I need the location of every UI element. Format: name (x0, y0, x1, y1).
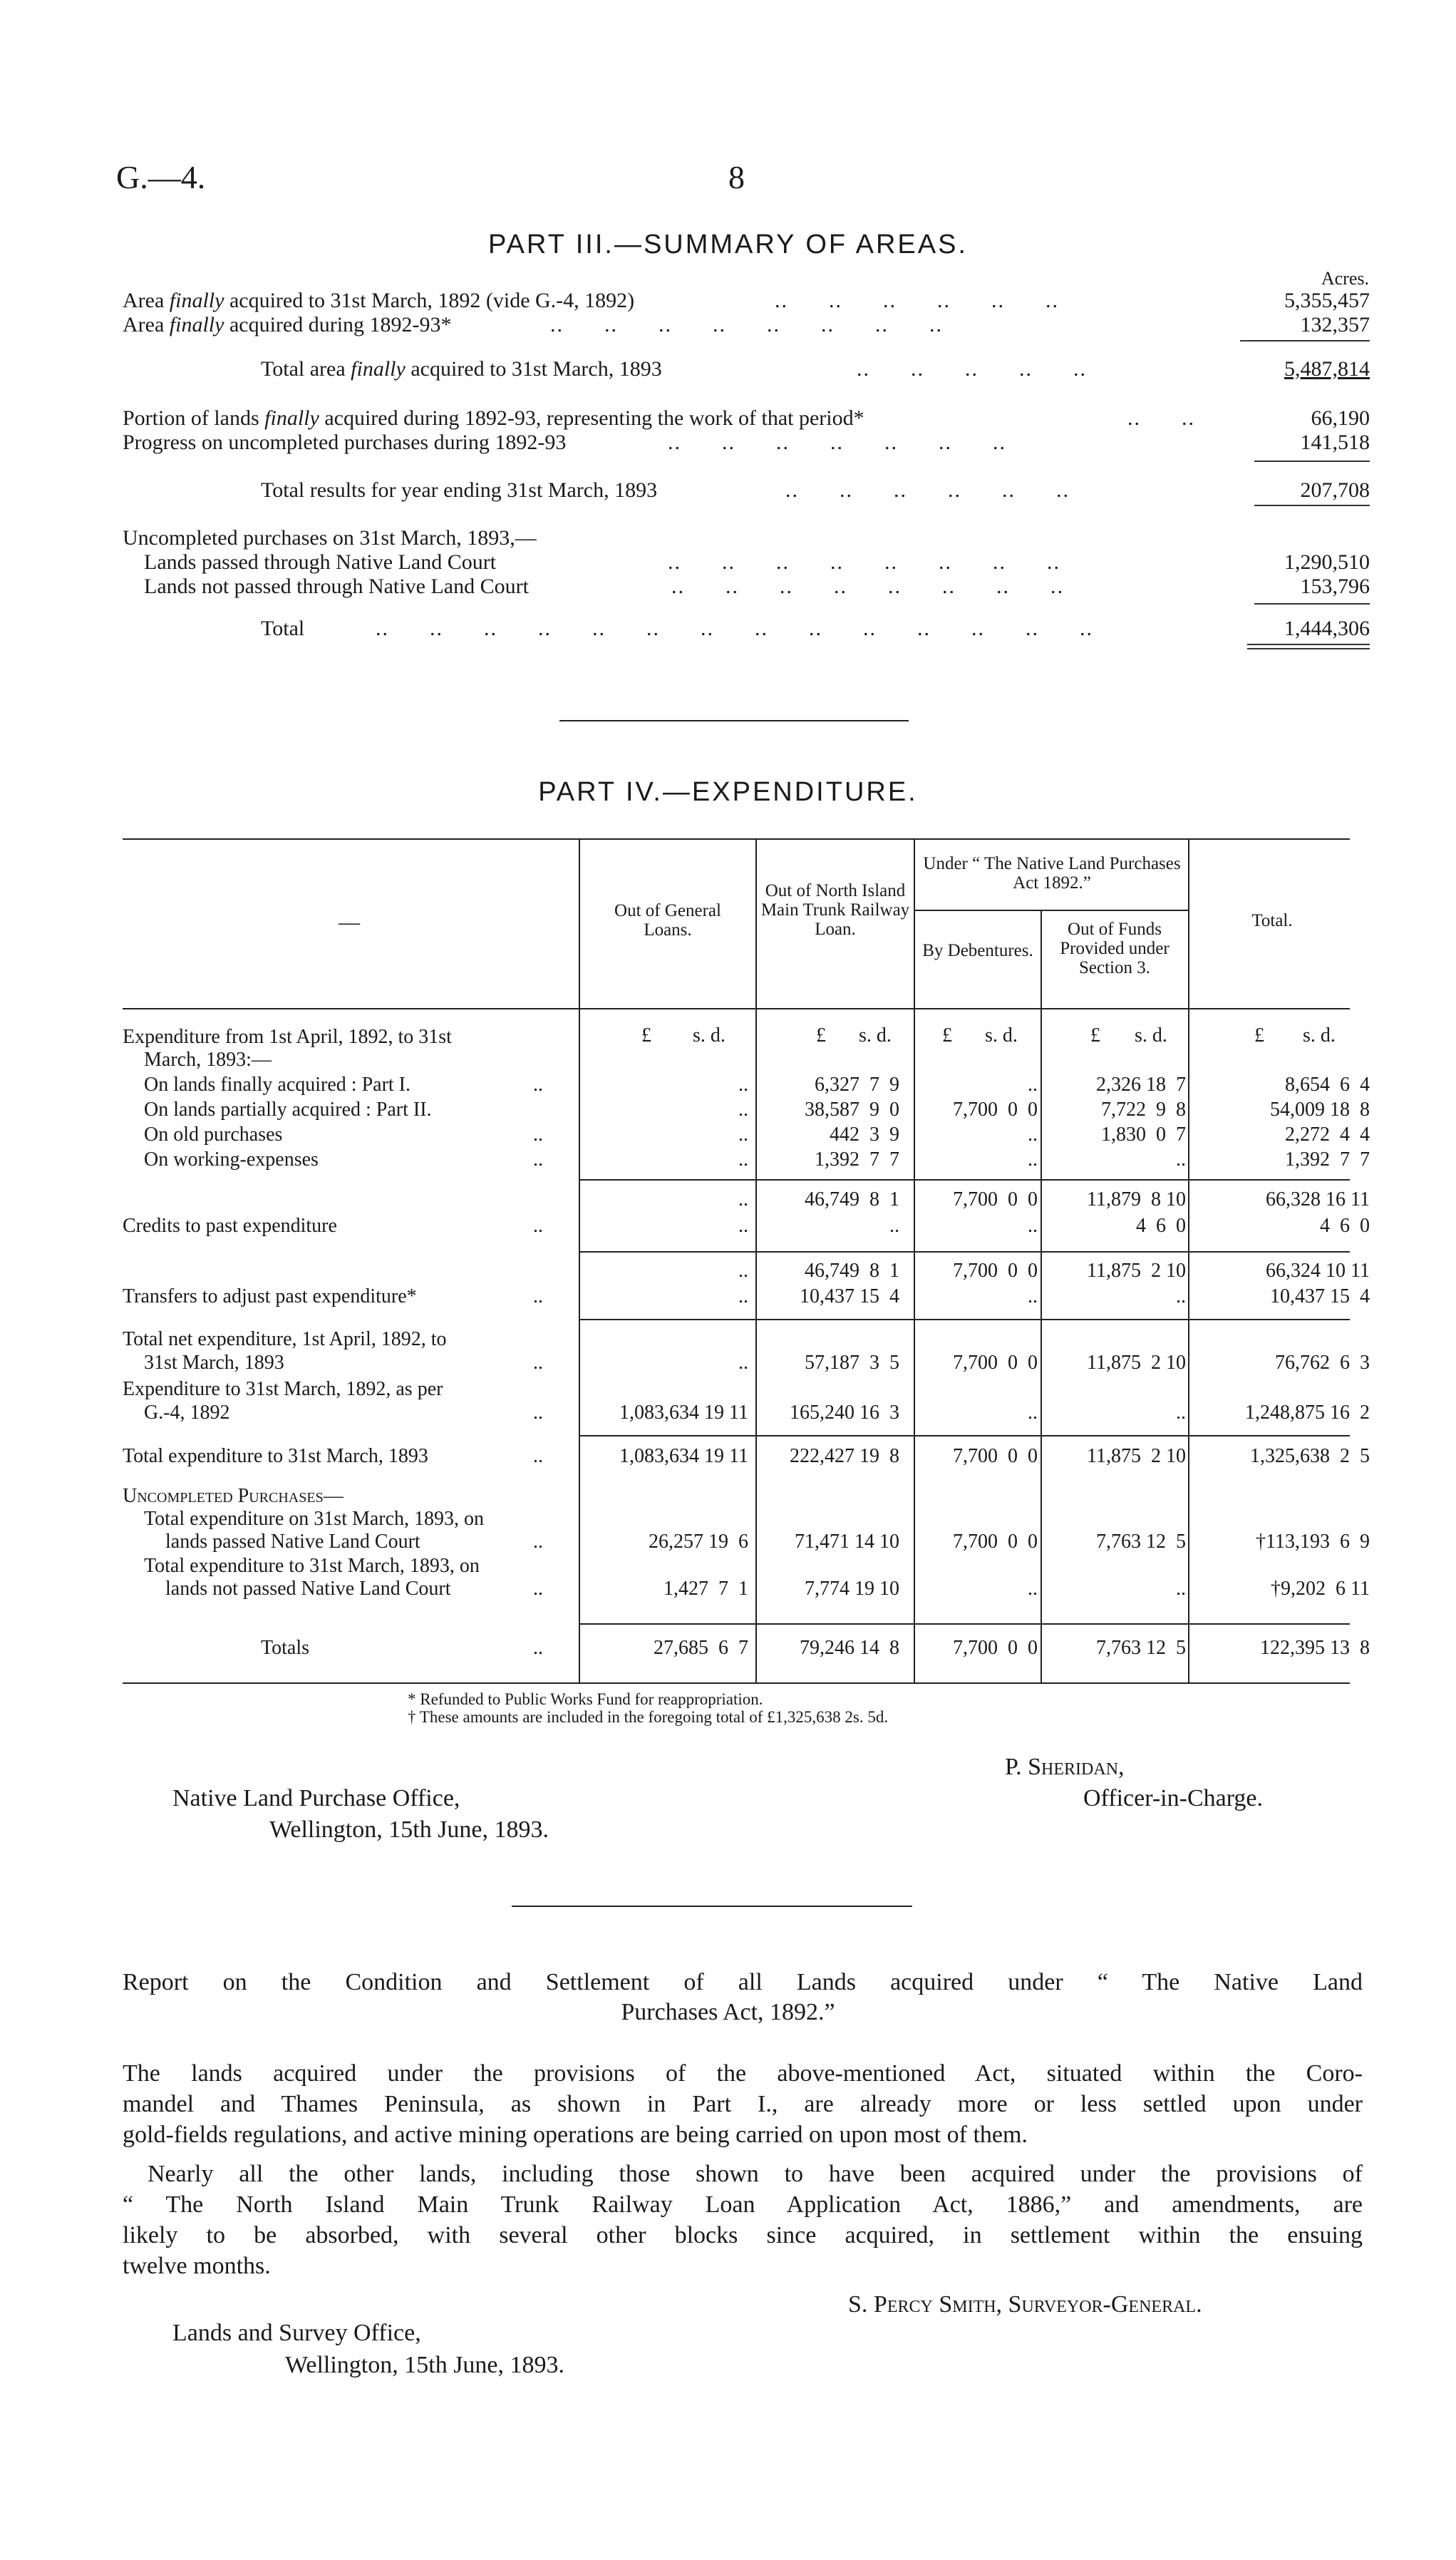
leader-dots: .. (533, 1637, 543, 1659)
cell-c2: 38,587 9 0 (805, 1099, 899, 1121)
unit-sd: s. d. (693, 1024, 726, 1047)
cell-c1: .. (738, 1188, 748, 1210)
acres-unit-label: Acres. (1321, 268, 1369, 289)
paragraph-line: likely to be absorbed, with several other blocks since acquired, in settlement within the ensuing (123, 2222, 1363, 2248)
cell-c4: 7,763 12 5 (1096, 1531, 1186, 1553)
section-divider (559, 720, 909, 721)
office-place-date: Wellington, 15th June, 1893. (269, 1816, 549, 1843)
row-label: Totals (261, 1637, 310, 1659)
cell-c3: 7,700 0 0 (953, 1099, 1038, 1121)
sum-rule (1240, 340, 1370, 341)
summary-line: Progress on uncompleted purchases during 1892-93 .. .. .. .. .. .. .. 141,518 (123, 431, 1370, 454)
cell-c2: 442 3 9 (830, 1124, 899, 1146)
header-section3: Out of Funds Provided under Section 3. (1060, 920, 1170, 977)
leader-dots: .. (533, 1124, 543, 1146)
row-label: Total expenditure to 31st March, 1893 (123, 1445, 428, 1467)
sum-rule (1254, 505, 1370, 506)
cell-c3: 7,700 0 0 (953, 1445, 1038, 1467)
cell-c2: 79,246 14 8 (800, 1637, 899, 1659)
cell-c3: .. (1028, 1148, 1038, 1171)
cell-c4: 1,830 0 7 (1101, 1124, 1186, 1146)
cell-c3: .. (1028, 1074, 1038, 1096)
cell-c5: †9,202 6 11 (1271, 1578, 1370, 1600)
cell-c2: 46,749 8 1 (805, 1260, 899, 1282)
header-railway-loan: Out of North Island Main Trunk Railway Loan. (760, 881, 910, 939)
row-label: Expenditure to 31st March, 1892, as per (123, 1378, 443, 1400)
cell-c1: 1,083,634 19 11 (619, 1402, 748, 1424)
part3-title: PART III.—SUMMARY OF AREAS. (488, 230, 968, 259)
cell-c5: 122,395 13 8 (1260, 1637, 1370, 1659)
leader-dots: .. (533, 1578, 543, 1600)
row-label: Total expenditure on 31st March, 1893, on (144, 1508, 485, 1530)
row-label: On old purchases (144, 1124, 283, 1146)
paragraph-line: gold-fields regulations, and active mining operations are being carried on upon most of them. (123, 2122, 1028, 2148)
cell-c1: 1,427 7 1 (664, 1578, 748, 1600)
unit-pound: £ (641, 1024, 651, 1047)
row-label: Transfers to adjust past expenditure* (123, 1285, 417, 1307)
row-label: Expenditure from 1st April, 1892, to 31st (123, 1026, 452, 1048)
unit-pound: £ (1090, 1024, 1100, 1047)
footnote: † These amounts are included in the foregoing total of £1,325,638 2s. 5d. (408, 1708, 889, 1726)
cell-c4: 11,875 2 10 (1087, 1260, 1186, 1282)
cell-c1: .. (738, 1148, 748, 1171)
header-act-group: Under “ The Native Land Purchases Act 1892.” (923, 854, 1181, 893)
sum-rule (1254, 461, 1370, 462)
cell-c3: .. (1028, 1285, 1038, 1307)
summary-total-line: Total area finally acquired to 31st March, 1893 .. .. .. .. .. 5,487,814 (261, 357, 1370, 381)
leader-dots: .. (533, 1445, 543, 1467)
cell-c1: .. (738, 1260, 748, 1282)
unit-pound: £ (942, 1024, 952, 1047)
cell-c5: 2,272 4 4 (1285, 1124, 1370, 1146)
cell-c4: 4 6 0 (1136, 1215, 1186, 1237)
cell-c4: 7,722 9 8 (1101, 1099, 1186, 1121)
cell-c2: 6,327 7 9 (815, 1074, 899, 1096)
cell-c2: 1,392 7 7 (815, 1148, 899, 1171)
cell-c1: .. (738, 1124, 748, 1146)
report-place-date: Wellington, 15th June, 1893. (285, 2352, 565, 2378)
row-label: Total expenditure to 31st March, 1893, on (144, 1555, 480, 1577)
signer-name: P. Sheridan, (1005, 1754, 1125, 1780)
cell-c4: .. (1176, 1578, 1186, 1600)
cell-c5: 76,762 6 3 (1275, 1352, 1370, 1374)
cell-c2: .. (889, 1215, 899, 1237)
cell-c5: 54,009 18 8 (1270, 1099, 1370, 1121)
cell-c1: .. (738, 1352, 748, 1374)
cell-c1: .. (738, 1215, 748, 1237)
cell-c2: 7,774 19 10 (805, 1578, 899, 1600)
row-label: Credits to past expenditure (123, 1215, 337, 1237)
leader-dots: .. (533, 1148, 543, 1171)
cell-c5: 4 6 0 (1320, 1215, 1370, 1237)
cell-c3: .. (1028, 1402, 1038, 1424)
cell-c4: 11,875 2 10 (1087, 1445, 1186, 1467)
leader-dots: .. (533, 1074, 543, 1096)
cell-c2: 46,749 8 1 (805, 1188, 899, 1210)
leader-dots: .. (533, 1215, 543, 1237)
sum-rule (1254, 603, 1370, 605)
cell-c3: 7,700 0 0 (953, 1637, 1038, 1659)
leader-dots: .. (533, 1285, 543, 1307)
unit-sd: s. d. (859, 1024, 892, 1047)
row-label: On lands finally acquired : Part I. (144, 1074, 411, 1096)
row-label: Total net expenditure, 1st April, 1892, to (123, 1328, 447, 1350)
page-number: 8 (728, 159, 745, 195)
header-total: Total. (1251, 911, 1293, 930)
row-label: 31st March, 1893 (144, 1352, 284, 1374)
row-label: lands passed Native Land Court (165, 1531, 420, 1553)
report-heading-line2: Purchases Act, 1892.” (621, 1999, 835, 2025)
paragraph-line: The lands acquired under the provisions of the above-mentioned Act, situated within the Coro- (123, 2060, 1363, 2087)
summary-total-line: Total results for year ending 31st March, 1893 .. .. .. .. .. .. 207,708 (261, 478, 1370, 502)
row-label: March, 1893:— (144, 1049, 272, 1071)
cell-c1: 1,083,634 19 11 (619, 1445, 748, 1467)
document-reference: G.—4. (116, 159, 206, 195)
report-heading-line1: Report on the Condition and Settlement of all Lands acquired under “ The Native Land (123, 1969, 1363, 1995)
cell-c4: 11,875 2 10 (1087, 1352, 1186, 1374)
unit-pound: £ (1254, 1024, 1264, 1047)
office-name: Native Land Purchase Office, (172, 1785, 460, 1811)
cell-c5: 66,324 10 11 (1266, 1260, 1370, 1282)
cell-c1: .. (738, 1099, 748, 1121)
cell-c3: .. (1028, 1578, 1038, 1600)
grand-total-double-rule (1247, 644, 1370, 649)
cell-c3: 7,700 0 0 (953, 1188, 1038, 1210)
report-office: Lands and Survey Office, (172, 2320, 421, 2346)
paragraph-line: Nearly all the other lands, including those shown to have been acquired under the provisions of (148, 2161, 1363, 2187)
cell-c4: .. (1176, 1285, 1186, 1307)
cell-c5: †113,193 6 9 (1256, 1531, 1370, 1553)
row-label: Uncompleted Purchases— (123, 1485, 344, 1507)
row-label: G.-4, 1892 (144, 1402, 230, 1424)
leader-dots: .. (533, 1402, 543, 1424)
leader-dots: .. (533, 1352, 543, 1374)
footnote: * Refunded to Public Works Fund for reappropriation. (408, 1690, 763, 1708)
cell-c5: 66,328 16 11 (1266, 1188, 1370, 1210)
cell-c3: 7,700 0 0 (953, 1260, 1038, 1282)
cell-c4: 2,326 18 7 (1096, 1074, 1186, 1096)
row-label: On lands partially acquired : Part II. (144, 1099, 432, 1121)
paragraph-line: mandel and Thames Peninsula, as shown in Part I., are already more or less settled upon under (123, 2091, 1363, 2117)
cell-c5: 8,654 6 4 (1285, 1074, 1370, 1096)
cell-c1: .. (738, 1074, 748, 1096)
summary-line: Portion of lands finally acquired during 1892-93, representing the work of that period* .. .. 66,190 (123, 406, 1370, 430)
cell-c2: 57,187 3 5 (805, 1352, 899, 1374)
paragraph-line: twelve months. (123, 2253, 271, 2279)
cell-c4: 11,879 8 10 (1087, 1188, 1186, 1210)
summary-heading-line: Uncompleted purchases on 31st March, 1893,— (123, 526, 537, 550)
summary-line: Area finally acquired to 31st March, 1892 (vide G.-4, 1892) .. .. .. .. .. .. 5,355,457 (123, 289, 1370, 312)
cell-c1: 27,685 6 7 (654, 1637, 748, 1659)
summary-line: Area finally acquired during 1892-93* .. .. .. .. .. .. .. .. 132,357 (123, 313, 1370, 336)
cell-c4: .. (1176, 1148, 1186, 1171)
cell-c2: 71,471 14 10 (795, 1531, 899, 1553)
cell-c2: 10,437 15 4 (800, 1285, 899, 1307)
cell-c3: 7,700 0 0 (953, 1531, 1038, 1553)
summary-total-line: Total .. .. .. .. .. .. .. .. .. .. .. .. .. .. 1,444,306 (261, 617, 1370, 640)
header-debentures: By Debentures. (922, 941, 1033, 960)
unit-pound: £ (816, 1024, 826, 1047)
cell-c5: 1,325,638 2 5 (1250, 1445, 1370, 1467)
part4-title: PART IV.—EXPENDITURE. (538, 777, 918, 807)
cell-c5: 10,437 15 4 (1270, 1285, 1370, 1307)
cell-c4: .. (1176, 1402, 1186, 1424)
row-label: lands not passed Native Land Court (165, 1578, 451, 1600)
cell-c1: .. (738, 1285, 748, 1307)
leader-dots: .. (533, 1531, 543, 1553)
cell-c3: 7,700 0 0 (953, 1352, 1038, 1374)
report-signer: S. Percy Smith, Surveyor-General. (848, 2291, 1202, 2318)
paragraph-line: “ The North Island Main Trunk Railway Loan Application Act, 1886,” and amendments, are (123, 2191, 1363, 2218)
unit-sd: s. d. (1303, 1024, 1336, 1047)
cell-c5: 1,248,875 16 2 (1245, 1402, 1370, 1424)
summary-line: Lands not passed through Native Land Court .. .. .. .. .. .. .. .. 153,796 (144, 575, 1370, 598)
cell-c2: 165,240 16 3 (790, 1402, 899, 1424)
cell-c3: .. (1028, 1124, 1038, 1146)
unit-sd: s. d. (1135, 1024, 1167, 1047)
unit-sd: s. d. (985, 1024, 1018, 1047)
cell-c5: 1,392 7 7 (1285, 1148, 1370, 1171)
cell-c2: 222,427 19 8 (790, 1445, 899, 1467)
signer-title: Officer-in-Charge. (1083, 1785, 1264, 1811)
header-general-loans: Out of General Loans. (614, 901, 721, 940)
cell-c4: 7,763 12 5 (1096, 1637, 1186, 1659)
section-divider (512, 1906, 912, 1907)
cell-c1: 26,257 19 6 (649, 1531, 748, 1553)
header-dash: — (339, 910, 360, 934)
row-label: On working-expenses (144, 1148, 319, 1171)
summary-line: Lands passed through Native Land Court .. .. .. .. .. .. .. .. 1,290,510 (144, 550, 1370, 574)
cell-c3: .. (1028, 1215, 1038, 1237)
